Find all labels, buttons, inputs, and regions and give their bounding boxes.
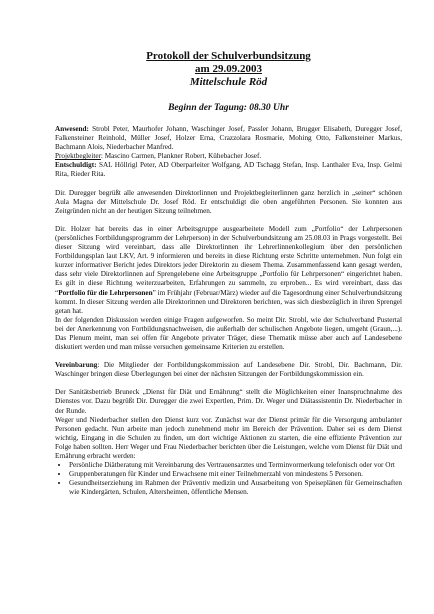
document-date: am 29.09.2003 [195, 63, 262, 75]
paragraph-discussion: In der folgenden Diskussion werden einige Fragen aufgeworfen. So meint Dir. Strobl, wie der Schulverband Pustertal bei der Anerkennung von Fortbildungsnachweisen, die außerhalb der schulischen Angebote liegen, umgeht (Graun,...). Das Plenum meint, man sei offen für Angebote privater Träger, diese Thematik müsse aber auch auf Landesebene diskutiert werden und man müsse versuchen gemeinsame Kriterien zu erstellen. [55, 315, 402, 352]
service-list-item: • Gesundheitserziehung im Rahmen der Präventiv medizin und Ausarbeitung von Speiseplänen für Gemeinschaften wie Kindergärten, Schulen, Altersheimen, öffentliche Mensen. [69, 479, 402, 497]
service-list-item: • Persönliche Diätberatung mit Vereinbarung des Vertrauensarztes und Terminvormerkung telefonisch oder vor Ort [69, 461, 402, 470]
agreement-text: : Die Mitglieder der Fortbildungskommission auf Landesebene Dir. Strobl, Dir. Bachmann, Dir. Waschinger bringen diese Überlegungen bei einer der nächsten Sitzungen der Fortbildungskommission ein. [55, 361, 402, 379]
service-list [55, 461, 402, 497]
service-list-item: • Gruppenberatungen für Kinder und Erwachsene mit einer Teilnehmerzahl von mindestens 5 Personen. [69, 470, 402, 479]
excused-label: Entschuldigt: [55, 161, 97, 170]
paragraph-welcome: Dir. Duregger begrüßt alle anwesenden Direktorlinnen und Projektbegleiterlinnen ganz herzlich in „seiner“ schönen Aula Magna der Mittelschule Dr. Josef Röd. Er entschuldigt die oben angeführten Personen. Sie konnten aus Zeitgründen nicht an der heutigen Sitzung teilnehmen. [55, 188, 402, 215]
document-place: Mittelschule Röd [189, 76, 268, 88]
document-title: Protokoll der Schulverbundsitzung [146, 50, 311, 62]
guide-label: Projektbegleiter [55, 152, 101, 161]
excused-text: SAL Höllrigl Peter, AD Oberparleiter Wolfgang, AD Tschagg Stefan, Insp. Lanthaler Eva, Insp. Gelmi Rita, Rieder Rita. [55, 161, 402, 179]
agreement-label: Vereinbarung [55, 361, 98, 370]
present-label: Anwesend: [55, 125, 89, 133]
paragraph-service-intro: Weger und Niederbacher stellen den Dienst kurz vor. Zunächst war der Dienst primär für die Versorgung ambulanter Personen gedacht. Nun arbeite man jedoch zunehmend mehr im Bereich der Prävention. Daher sei es dem Dienst wichtig, Eingang in die Schulen zu finden, um dort wichtige Aktionen zu starten, die eine effiziente Prävention zur Folge haben sollten. Herr Weger und Frau Niederbacher berichten über die Leistungen, welche vom Dienst für Diät und Ernährung erbracht werden: [55, 415, 402, 460]
portfolio-text-c: ” im Frühjahr (Februar/März) wieder auf die Tagesordnung einer Schulverbundsitzung kommt. In dieser Sitzung werden alle Direktorinnen und Direktoren berichten, was sich diesbezüglich in ihren Sprengel getan hat. [55, 288, 402, 315]
attendance-guides [55, 152, 402, 161]
paragraph-agreement [55, 361, 402, 379]
paragraph-health-service: Der Sanitätsbetrieb Bruneck „Dienst für Diät und Ernährung“ stellt die Möglichkeiten einer Inanspruchnahme des Dienstes vor. Dazu begrüßt Dir. Duregger die zwei Expertlen, Prim. Dr. Weger und Diätassistentin Dr. Niederbacher in der Runde. [55, 388, 402, 415]
paragraph-portfolio [55, 225, 402, 316]
portfolio-emphasis: Portfolio für die Lehrpersonen [58, 288, 153, 297]
present-text: Strobl Peter, Maurhofer Johann, Waschinger Josef, Passler Johann, Brugger Elisabeth, Duregger Josef, Falkensteiner Reinhold, Müller Josef, Holzer Erna, Crazzolara Rosmarie, Mohing Otto, Falkensteiner Markus, Bachmann Alois, Niederbacher Manfred. [55, 125, 402, 152]
attendance-excused [55, 161, 402, 179]
guide-text: : Mascino Carmen, Plankner Robert, Kühebacher Josef. [100, 152, 262, 161]
attendance-present [55, 125, 402, 152]
portfolio-text-a: Dir. Holzer hat bereits das in einer Arbeitsgruppe ausgearbeitete Modell zum „Portfolio“ der Lehrpersonen (persönliches Fortbildungsprogramm der Lehrperson) in der Schulverbundsitzung am 25.08.03 in Prags vorgestellt. Bei dieser Sitzung wird vereinbart, dass alle Direktorlinnen ihr Lehrerlinnenkollegium über den persönlichen Fortbildungsplan laut LKV, Art. 9 informieren und bereits in diese Richtung erste Schritte unternehmen. Nun folgt ein kurzer informativer Bericht jedes Direktors jeder Direktorin zu diesem Thema. Zusammenfassend kann gesagt werden, dass sehr viele Direktorlinnen auf Sprengelebene eine Arbeitsgruppe „Portfolio für Lehrpersonen“ eingerichtet haben. Es gilt in diese Richtung weiterzuarbeiten, Erfahrungen zu sammeln, zu erproben... Es wird vereinbart, dass das “ [55, 224, 402, 297]
meeting-begin: Beginn der Tagung: 08.30 Uhr [168, 103, 289, 113]
